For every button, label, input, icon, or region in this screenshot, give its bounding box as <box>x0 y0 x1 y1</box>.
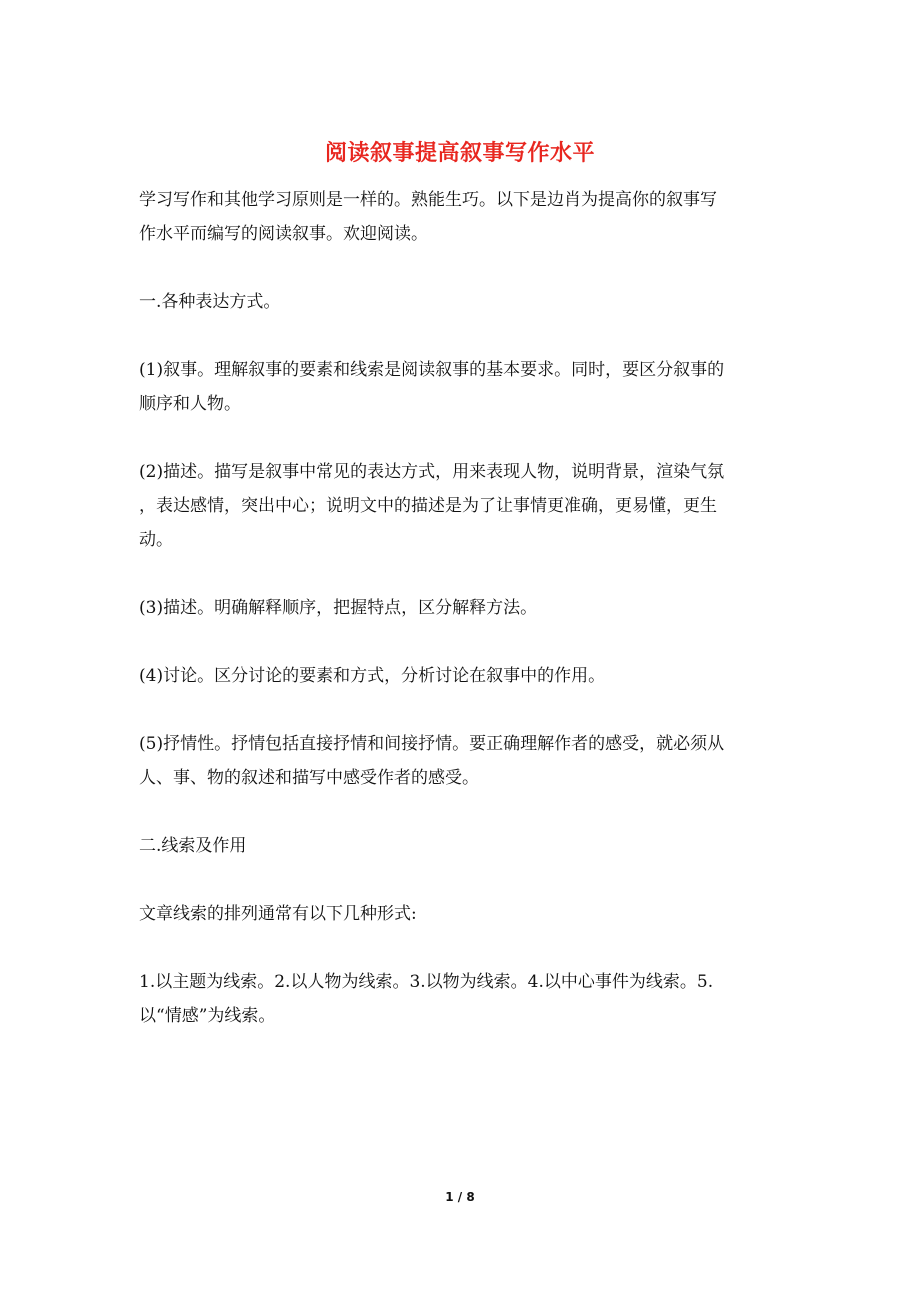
document-body <box>139 183 784 1067</box>
document-title: 阅读叙事提高叙事写作水平 <box>324 140 595 166</box>
paragraph-clue-forms: 文章线索的排列通常有以下几种形式: <box>139 904 417 924</box>
paragraph-explanation: (3)描述。明确解释顺序，把握特点，区分解释方法。 <box>139 598 538 618</box>
page-number: 1 / 8 <box>445 1190 475 1204</box>
section-heading-expression: 一.各种表达方式。 <box>139 292 281 312</box>
paragraph-discussion: (4)讨论。区分讨论的要素和方式，分析讨论在叙事中的作用。 <box>139 666 606 686</box>
paragraph-intro: 学习写作和其他学习原则是一样的。熟能生巧。以下是边肖为提高你的叙事写 作水平而编写的阅读叙事。欢迎阅读。 <box>139 190 717 244</box>
paragraph-lyricism: (5)抒情性。抒情包括直接抒情和间接抒情。要正确理解作者的感受，就必须从 人、事、物的叙述和描写中感受作者的感受。 <box>139 734 725 788</box>
paragraph-clue-list: 1.以主题为线索。2.以人物为线索。3.以物为线索。4.以中心事件为线索。5. 以“情感”为线索。 <box>139 972 714 1026</box>
paragraph-description: (2)描述。描写是叙事中常见的表达方式，用来表现人物，说明背景，渲染气氛 ，表达感情，突出中心；说明文中的描述是为了让事情更准确，更易懂，更生 动。 <box>139 462 725 550</box>
paragraph-narration: (1)叙事。理解叙事的要素和线索是阅读叙事的基本要求。同时，要区分叙事的 顺序和人物。 <box>139 360 725 414</box>
section-heading-clues: 二.线索及作用 <box>139 836 247 856</box>
